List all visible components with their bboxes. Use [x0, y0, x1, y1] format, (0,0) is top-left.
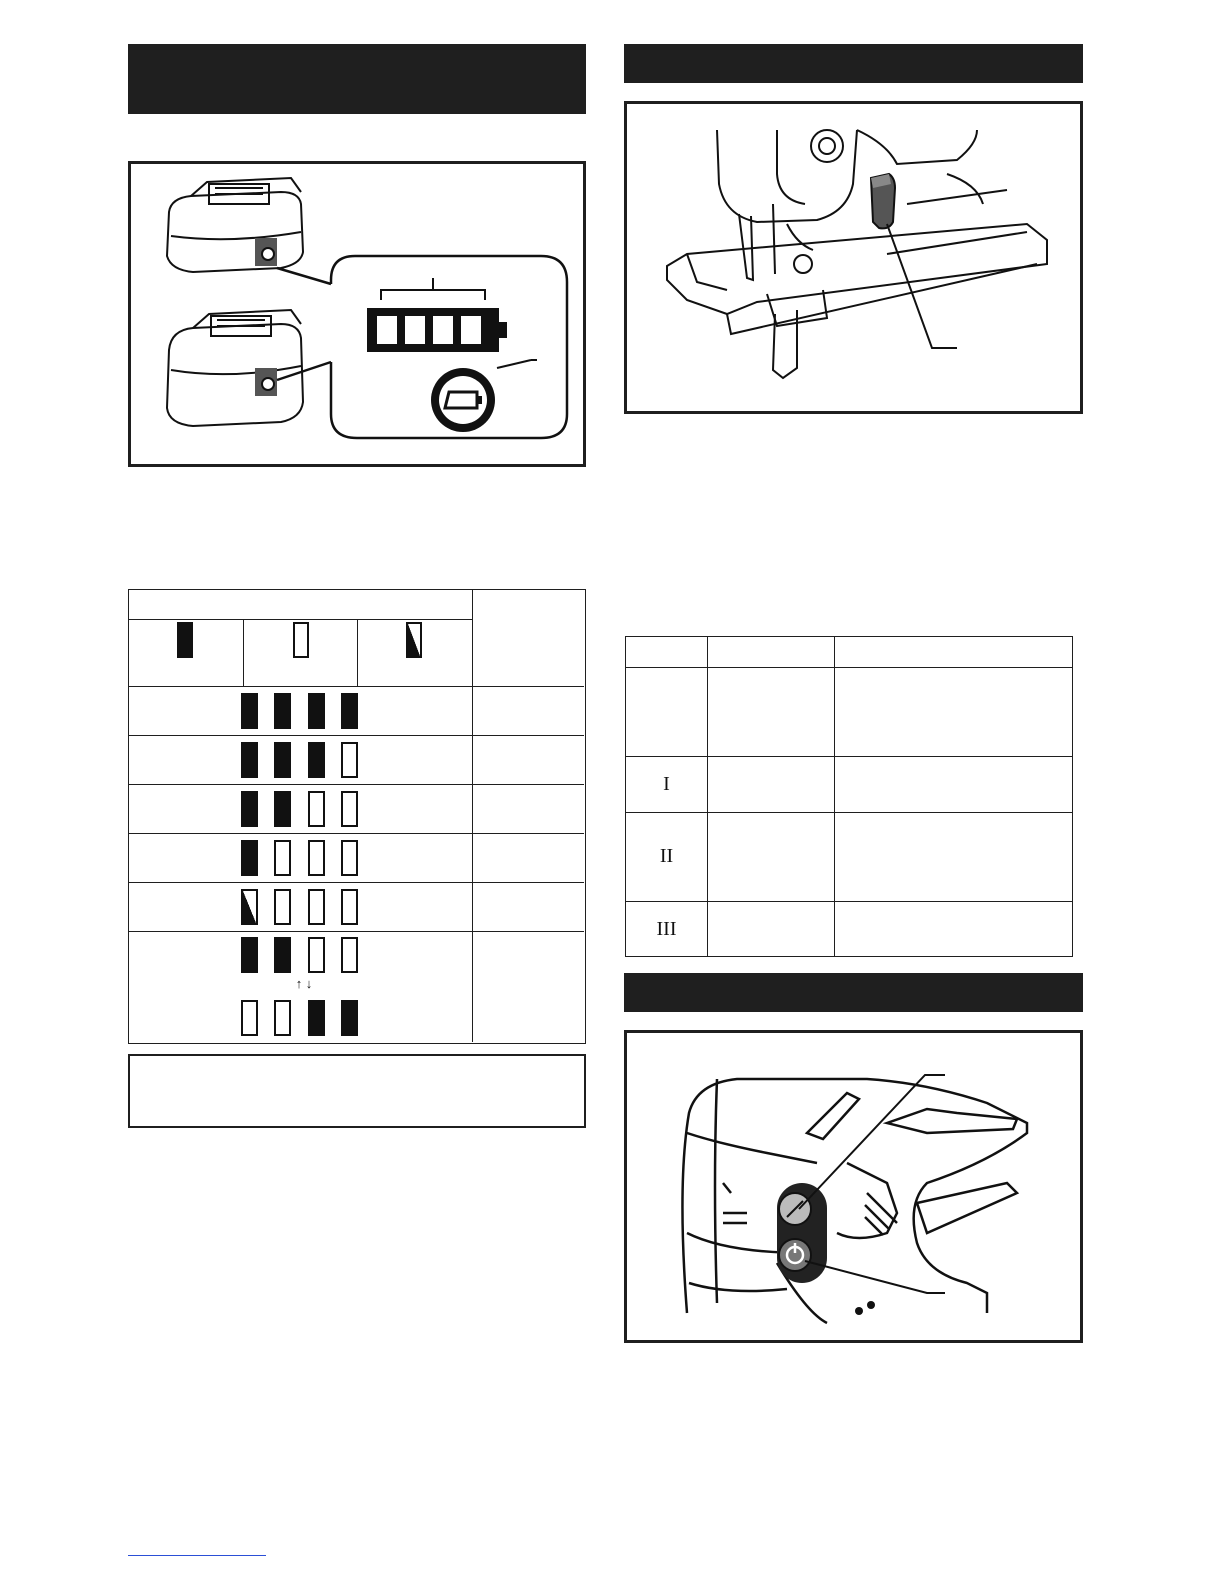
battery-figure	[128, 161, 586, 467]
indicator-segment	[274, 742, 291, 778]
legend-blinking-icon	[406, 622, 422, 658]
indicator-segment	[241, 693, 258, 729]
indicator-segment	[308, 791, 325, 827]
indicator-segment	[241, 791, 258, 827]
alternating-arrows: ↑ ↓	[295, 976, 313, 991]
orbit-header-position	[626, 637, 708, 668]
indicator-segment	[274, 840, 291, 876]
legend-off-icon	[293, 622, 309, 658]
indicator-segment	[308, 742, 325, 778]
indicator-segment	[241, 742, 258, 778]
indicator-segment	[274, 693, 291, 729]
indicator-table	[128, 589, 586, 1044]
indicator-segment	[241, 1000, 258, 1036]
indicator-segment	[274, 791, 291, 827]
orbit-header-mode	[708, 637, 835, 668]
indicator-segment	[308, 937, 325, 973]
orbit-position-cell: I	[626, 757, 708, 813]
footer-link-underline[interactable]	[128, 1555, 266, 1556]
indicator-segment	[274, 937, 291, 973]
switch-section-heading	[624, 973, 1083, 1012]
legend-lit-icon	[177, 622, 193, 658]
jigsaw-orbit-lever-illustration	[627, 104, 1080, 411]
indicator-segment	[308, 840, 325, 876]
jigsaw-buttons-figure	[624, 1030, 1083, 1343]
indicator-segment	[274, 889, 291, 925]
orbit-section-heading	[624, 44, 1083, 83]
indicator-segment	[308, 1000, 325, 1036]
orbit-table	[625, 636, 1073, 957]
orbit-position-cell	[626, 668, 708, 757]
indicator-segment	[241, 889, 258, 925]
jigsaw-switch-panel-illustration	[627, 1033, 1080, 1340]
jigsaw-lever-figure	[624, 101, 1083, 414]
indicator-segment	[308, 693, 325, 729]
indicator-segment	[341, 693, 358, 729]
orbit-header-application	[835, 637, 1073, 668]
battery-cartridge-illustration	[131, 164, 583, 464]
indicator-segment	[341, 791, 358, 827]
indicator-segment	[341, 889, 358, 925]
orbit-position-cell: II	[626, 813, 708, 902]
indicator-segment	[274, 1000, 291, 1036]
battery-section-heading	[128, 44, 586, 114]
indicator-segment	[341, 840, 358, 876]
indicator-segment	[308, 889, 325, 925]
indicator-segment	[341, 1000, 358, 1036]
indicator-segment	[241, 840, 258, 876]
indicator-segment	[341, 742, 358, 778]
note-box	[128, 1054, 586, 1128]
indicator-segment	[341, 937, 358, 973]
indicator-segment	[241, 937, 258, 973]
orbit-position-cell: III	[626, 902, 708, 957]
